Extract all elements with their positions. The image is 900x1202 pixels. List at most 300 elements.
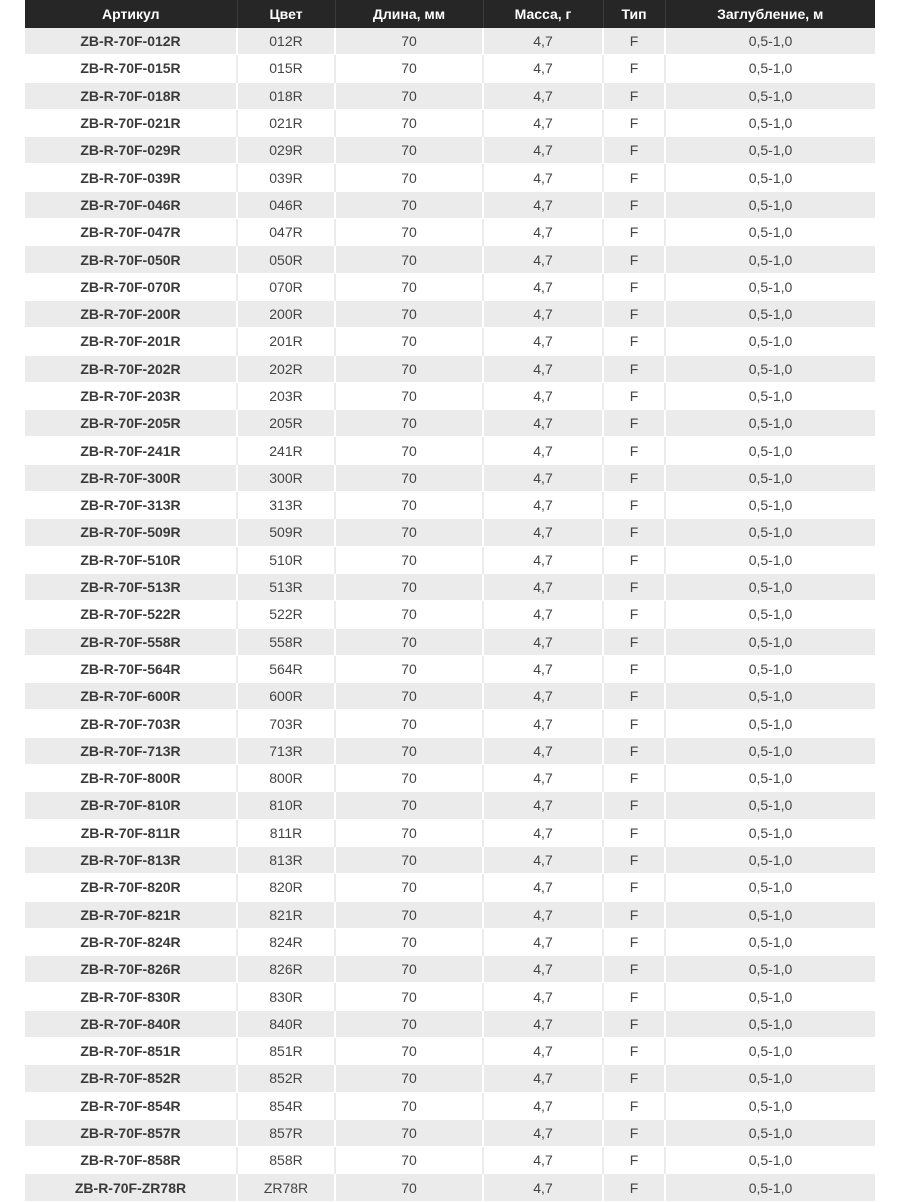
cell-depth: 0,5-1,0 xyxy=(665,328,875,355)
cell-color: 509R xyxy=(237,519,335,546)
table-row xyxy=(25,983,875,1010)
cell-weight: 4,7 xyxy=(483,846,603,873)
table-row xyxy=(25,109,875,136)
cell-weight: 4,7 xyxy=(483,928,603,955)
table-row xyxy=(25,382,875,409)
cell-depth: 0,5-1,0 xyxy=(665,928,875,955)
table-row xyxy=(25,300,875,327)
cell-length: 70 xyxy=(335,628,483,655)
cell-length: 70 xyxy=(335,846,483,873)
cell-weight: 4,7 xyxy=(483,82,603,109)
cell-type: F xyxy=(603,1037,665,1064)
cell-length: 70 xyxy=(335,464,483,491)
cell-type: F xyxy=(603,1174,665,1201)
cell-length: 70 xyxy=(335,874,483,901)
cell-depth: 0,5-1,0 xyxy=(665,1147,875,1174)
cell-type: F xyxy=(603,1092,665,1119)
cell-depth: 0,5-1,0 xyxy=(665,601,875,628)
cell-color: 015R xyxy=(237,55,335,82)
cell-length: 70 xyxy=(335,219,483,246)
cell-type: F xyxy=(603,765,665,792)
cell-sku: ZB-R-70F-200R xyxy=(25,300,237,327)
cell-depth: 0,5-1,0 xyxy=(665,983,875,1010)
table-row xyxy=(25,137,875,164)
cell-color: 821R xyxy=(237,901,335,928)
cell-sku: ZB-R-70F-513R xyxy=(25,573,237,600)
cell-weight: 4,7 xyxy=(483,382,603,409)
cell-type: F xyxy=(603,683,665,710)
cell-sku: ZB-R-70F-205R xyxy=(25,410,237,437)
cell-color: 510R xyxy=(237,546,335,573)
cell-sku: ZB-R-70F-826R xyxy=(25,956,237,983)
cell-color: 203R xyxy=(237,382,335,409)
cell-color: ZR78R xyxy=(237,1174,335,1201)
cell-depth: 0,5-1,0 xyxy=(665,82,875,109)
cell-weight: 4,7 xyxy=(483,1065,603,1092)
cell-length: 70 xyxy=(335,710,483,737)
cell-weight: 4,7 xyxy=(483,191,603,218)
table-row xyxy=(25,628,875,655)
cell-type: F xyxy=(603,928,665,955)
table-row xyxy=(25,546,875,573)
cell-weight: 4,7 xyxy=(483,1119,603,1146)
cell-type: F xyxy=(603,983,665,1010)
cell-sku: ZB-R-70F-ZR78R xyxy=(25,1174,237,1201)
cell-weight: 4,7 xyxy=(483,164,603,191)
cell-depth: 0,5-1,0 xyxy=(665,1065,875,1092)
cell-depth: 0,5-1,0 xyxy=(665,1010,875,1037)
cell-length: 70 xyxy=(335,1010,483,1037)
cell-type: F xyxy=(603,219,665,246)
cell-length: 70 xyxy=(335,273,483,300)
cell-type: F xyxy=(603,273,665,300)
cell-depth: 0,5-1,0 xyxy=(665,737,875,764)
cell-length: 70 xyxy=(335,300,483,327)
product-spec-table xyxy=(25,0,875,1202)
table-row xyxy=(25,1147,875,1174)
cell-type: F xyxy=(603,846,665,873)
cell-type: F xyxy=(603,819,665,846)
cell-color: 600R xyxy=(237,683,335,710)
cell-sku: ZB-R-70F-201R xyxy=(25,328,237,355)
cell-depth: 0,5-1,0 xyxy=(665,1092,875,1119)
cell-depth: 0,5-1,0 xyxy=(665,300,875,327)
cell-sku: ZB-R-70F-050R xyxy=(25,246,237,273)
cell-weight: 4,7 xyxy=(483,437,603,464)
cell-type: F xyxy=(603,191,665,218)
table-row xyxy=(25,874,875,901)
cell-length: 70 xyxy=(335,683,483,710)
cell-color: 800R xyxy=(237,765,335,792)
cell-color: 564R xyxy=(237,655,335,682)
cell-depth: 0,5-1,0 xyxy=(665,1174,875,1201)
cell-sku: ZB-R-70F-821R xyxy=(25,901,237,928)
cell-sku: ZB-R-70F-018R xyxy=(25,82,237,109)
cell-type: F xyxy=(603,246,665,273)
table-row xyxy=(25,792,875,819)
header-depth: Заглубление, м xyxy=(665,0,875,28)
cell-color: 811R xyxy=(237,819,335,846)
cell-weight: 4,7 xyxy=(483,683,603,710)
table-row xyxy=(25,573,875,600)
cell-length: 70 xyxy=(335,382,483,409)
cell-length: 70 xyxy=(335,28,483,55)
cell-color: 205R xyxy=(237,410,335,437)
cell-length: 70 xyxy=(335,410,483,437)
cell-color: 029R xyxy=(237,137,335,164)
cell-length: 70 xyxy=(335,901,483,928)
cell-weight: 4,7 xyxy=(483,1147,603,1174)
table-body xyxy=(25,28,875,1201)
cell-color: 830R xyxy=(237,983,335,1010)
cell-color: 200R xyxy=(237,300,335,327)
header-length: Длина, мм xyxy=(335,0,483,28)
cell-weight: 4,7 xyxy=(483,1010,603,1037)
cell-length: 70 xyxy=(335,109,483,136)
table-row xyxy=(25,219,875,246)
cell-depth: 0,5-1,0 xyxy=(665,382,875,409)
cell-sku: ZB-R-70F-070R xyxy=(25,273,237,300)
cell-weight: 4,7 xyxy=(483,901,603,928)
cell-type: F xyxy=(603,328,665,355)
cell-sku: ZB-R-70F-015R xyxy=(25,55,237,82)
table-row xyxy=(25,464,875,491)
cell-type: F xyxy=(603,382,665,409)
cell-color: 840R xyxy=(237,1010,335,1037)
cell-weight: 4,7 xyxy=(483,219,603,246)
cell-type: F xyxy=(603,573,665,600)
cell-color: 820R xyxy=(237,874,335,901)
cell-color: 813R xyxy=(237,846,335,873)
cell-type: F xyxy=(603,1147,665,1174)
cell-color: 826R xyxy=(237,956,335,983)
table-row xyxy=(25,710,875,737)
cell-depth: 0,5-1,0 xyxy=(665,819,875,846)
cell-weight: 4,7 xyxy=(483,410,603,437)
cell-depth: 0,5-1,0 xyxy=(665,710,875,737)
cell-depth: 0,5-1,0 xyxy=(665,273,875,300)
cell-weight: 4,7 xyxy=(483,710,603,737)
cell-weight: 4,7 xyxy=(483,246,603,273)
cell-type: F xyxy=(603,164,665,191)
cell-length: 70 xyxy=(335,328,483,355)
cell-type: F xyxy=(603,874,665,901)
cell-sku: ZB-R-70F-300R xyxy=(25,464,237,491)
cell-depth: 0,5-1,0 xyxy=(665,792,875,819)
table-row xyxy=(25,846,875,873)
cell-depth: 0,5-1,0 xyxy=(665,492,875,519)
cell-length: 70 xyxy=(335,737,483,764)
cell-color: 824R xyxy=(237,928,335,955)
cell-length: 70 xyxy=(335,1065,483,1092)
table-row xyxy=(25,901,875,928)
table-row xyxy=(25,928,875,955)
cell-sku: ZB-R-70F-202R xyxy=(25,355,237,382)
cell-color: 713R xyxy=(237,737,335,764)
cell-length: 70 xyxy=(335,1037,483,1064)
table-row xyxy=(25,1092,875,1119)
table-row xyxy=(25,28,875,55)
cell-depth: 0,5-1,0 xyxy=(665,109,875,136)
cell-depth: 0,5-1,0 xyxy=(665,628,875,655)
cell-color: 012R xyxy=(237,28,335,55)
table-row xyxy=(25,1010,875,1037)
cell-sku: ZB-R-70F-012R xyxy=(25,28,237,55)
cell-weight: 4,7 xyxy=(483,765,603,792)
cell-weight: 4,7 xyxy=(483,1092,603,1119)
table-row xyxy=(25,819,875,846)
cell-length: 70 xyxy=(335,956,483,983)
cell-weight: 4,7 xyxy=(483,1174,603,1201)
cell-sku: ZB-R-70F-811R xyxy=(25,819,237,846)
cell-depth: 0,5-1,0 xyxy=(665,956,875,983)
cell-weight: 4,7 xyxy=(483,628,603,655)
cell-depth: 0,5-1,0 xyxy=(665,1037,875,1064)
table-header xyxy=(25,0,875,28)
cell-weight: 4,7 xyxy=(483,655,603,682)
cell-length: 70 xyxy=(335,1119,483,1146)
table-row xyxy=(25,246,875,273)
table-row xyxy=(25,437,875,464)
cell-weight: 4,7 xyxy=(483,819,603,846)
table-row xyxy=(25,956,875,983)
cell-length: 70 xyxy=(335,819,483,846)
cell-depth: 0,5-1,0 xyxy=(665,546,875,573)
cell-length: 70 xyxy=(335,1092,483,1119)
table-row xyxy=(25,737,875,764)
cell-sku: ZB-R-70F-820R xyxy=(25,874,237,901)
table-row xyxy=(25,191,875,218)
cell-sku: ZB-R-70F-852R xyxy=(25,1065,237,1092)
cell-color: 558R xyxy=(237,628,335,655)
table-row xyxy=(25,355,875,382)
cell-sku: ZB-R-70F-703R xyxy=(25,710,237,737)
cell-type: F xyxy=(603,956,665,983)
table-row xyxy=(25,164,875,191)
cell-sku: ZB-R-70F-313R xyxy=(25,492,237,519)
cell-weight: 4,7 xyxy=(483,956,603,983)
cell-weight: 4,7 xyxy=(483,109,603,136)
cell-length: 70 xyxy=(335,492,483,519)
cell-sku: ZB-R-70F-203R xyxy=(25,382,237,409)
cell-color: 241R xyxy=(237,437,335,464)
table-row xyxy=(25,765,875,792)
cell-length: 70 xyxy=(335,601,483,628)
cell-weight: 4,7 xyxy=(483,355,603,382)
cell-sku: ZB-R-70F-854R xyxy=(25,1092,237,1119)
cell-sku: ZB-R-70F-810R xyxy=(25,792,237,819)
cell-color: 851R xyxy=(237,1037,335,1064)
cell-sku: ZB-R-70F-713R xyxy=(25,737,237,764)
cell-color: 201R xyxy=(237,328,335,355)
cell-weight: 4,7 xyxy=(483,328,603,355)
cell-length: 70 xyxy=(335,928,483,955)
cell-color: 810R xyxy=(237,792,335,819)
cell-weight: 4,7 xyxy=(483,492,603,519)
cell-type: F xyxy=(603,137,665,164)
cell-color: 070R xyxy=(237,273,335,300)
cell-length: 70 xyxy=(335,1174,483,1201)
table-row xyxy=(25,655,875,682)
cell-depth: 0,5-1,0 xyxy=(665,28,875,55)
table-row xyxy=(25,410,875,437)
cell-depth: 0,5-1,0 xyxy=(665,464,875,491)
cell-weight: 4,7 xyxy=(483,1037,603,1064)
cell-depth: 0,5-1,0 xyxy=(665,246,875,273)
cell-sku: ZB-R-70F-510R xyxy=(25,546,237,573)
cell-type: F xyxy=(603,655,665,682)
cell-length: 70 xyxy=(335,519,483,546)
cell-weight: 4,7 xyxy=(483,737,603,764)
cell-type: F xyxy=(603,546,665,573)
table-row xyxy=(25,82,875,109)
cell-color: 039R xyxy=(237,164,335,191)
cell-length: 70 xyxy=(335,792,483,819)
cell-weight: 4,7 xyxy=(483,573,603,600)
cell-type: F xyxy=(603,901,665,928)
table-row xyxy=(25,328,875,355)
cell-type: F xyxy=(603,28,665,55)
cell-weight: 4,7 xyxy=(483,983,603,1010)
cell-weight: 4,7 xyxy=(483,300,603,327)
cell-depth: 0,5-1,0 xyxy=(665,437,875,464)
cell-sku: ZB-R-70F-558R xyxy=(25,628,237,655)
cell-length: 70 xyxy=(335,655,483,682)
cell-sku: ZB-R-70F-851R xyxy=(25,1037,237,1064)
cell-depth: 0,5-1,0 xyxy=(665,655,875,682)
cell-depth: 0,5-1,0 xyxy=(665,55,875,82)
cell-type: F xyxy=(603,628,665,655)
table-row xyxy=(25,1037,875,1064)
cell-depth: 0,5-1,0 xyxy=(665,519,875,546)
product-spec-table-container xyxy=(25,0,875,1202)
cell-sku: ZB-R-70F-600R xyxy=(25,683,237,710)
cell-sku: ZB-R-70F-564R xyxy=(25,655,237,682)
cell-length: 70 xyxy=(335,546,483,573)
cell-sku: ZB-R-70F-858R xyxy=(25,1147,237,1174)
table-row xyxy=(25,1119,875,1146)
header-row xyxy=(25,0,875,28)
cell-color: 522R xyxy=(237,601,335,628)
cell-depth: 0,5-1,0 xyxy=(665,164,875,191)
cell-color: 858R xyxy=(237,1147,335,1174)
cell-color: 854R xyxy=(237,1092,335,1119)
cell-length: 70 xyxy=(335,191,483,218)
cell-type: F xyxy=(603,464,665,491)
cell-length: 70 xyxy=(335,983,483,1010)
cell-type: F xyxy=(603,410,665,437)
header-weight: Масса, г xyxy=(483,0,603,28)
cell-length: 70 xyxy=(335,355,483,382)
cell-type: F xyxy=(603,710,665,737)
cell-depth: 0,5-1,0 xyxy=(665,1119,875,1146)
table-row xyxy=(25,519,875,546)
cell-type: F xyxy=(603,1119,665,1146)
cell-type: F xyxy=(603,737,665,764)
cell-depth: 0,5-1,0 xyxy=(665,901,875,928)
cell-color: 021R xyxy=(237,109,335,136)
cell-length: 70 xyxy=(335,137,483,164)
cell-length: 70 xyxy=(335,164,483,191)
cell-type: F xyxy=(603,492,665,519)
cell-sku: ZB-R-70F-830R xyxy=(25,983,237,1010)
cell-color: 050R xyxy=(237,246,335,273)
cell-weight: 4,7 xyxy=(483,792,603,819)
cell-sku: ZB-R-70F-840R xyxy=(25,1010,237,1037)
header-sku: Артикул xyxy=(25,0,237,28)
cell-color: 018R xyxy=(237,82,335,109)
cell-sku: ZB-R-70F-800R xyxy=(25,765,237,792)
cell-sku: ZB-R-70F-824R xyxy=(25,928,237,955)
header-type: Тип xyxy=(603,0,665,28)
cell-type: F xyxy=(603,82,665,109)
cell-color: 852R xyxy=(237,1065,335,1092)
cell-sku: ZB-R-70F-029R xyxy=(25,137,237,164)
cell-depth: 0,5-1,0 xyxy=(665,137,875,164)
cell-weight: 4,7 xyxy=(483,601,603,628)
cell-type: F xyxy=(603,792,665,819)
cell-sku: ZB-R-70F-509R xyxy=(25,519,237,546)
cell-sku: ZB-R-70F-857R xyxy=(25,1119,237,1146)
cell-type: F xyxy=(603,55,665,82)
header-color: Цвет xyxy=(237,0,335,28)
table-row xyxy=(25,601,875,628)
cell-length: 70 xyxy=(335,573,483,600)
cell-type: F xyxy=(603,601,665,628)
cell-weight: 4,7 xyxy=(483,55,603,82)
cell-type: F xyxy=(603,1010,665,1037)
cell-sku: ZB-R-70F-039R xyxy=(25,164,237,191)
cell-type: F xyxy=(603,109,665,136)
cell-type: F xyxy=(603,300,665,327)
cell-color: 047R xyxy=(237,219,335,246)
cell-length: 70 xyxy=(335,437,483,464)
cell-sku: ZB-R-70F-046R xyxy=(25,191,237,218)
cell-length: 70 xyxy=(335,1147,483,1174)
table-row xyxy=(25,55,875,82)
cell-sku: ZB-R-70F-241R xyxy=(25,437,237,464)
cell-depth: 0,5-1,0 xyxy=(665,219,875,246)
cell-depth: 0,5-1,0 xyxy=(665,410,875,437)
table-row xyxy=(25,1174,875,1201)
cell-depth: 0,5-1,0 xyxy=(665,355,875,382)
table-row xyxy=(25,683,875,710)
table-row xyxy=(25,1065,875,1092)
cell-color: 300R xyxy=(237,464,335,491)
cell-type: F xyxy=(603,1065,665,1092)
cell-color: 513R xyxy=(237,573,335,600)
cell-type: F xyxy=(603,437,665,464)
cell-sku: ZB-R-70F-813R xyxy=(25,846,237,873)
cell-type: F xyxy=(603,355,665,382)
cell-depth: 0,5-1,0 xyxy=(665,874,875,901)
cell-weight: 4,7 xyxy=(483,273,603,300)
cell-weight: 4,7 xyxy=(483,464,603,491)
cell-color: 046R xyxy=(237,191,335,218)
cell-length: 70 xyxy=(335,55,483,82)
cell-weight: 4,7 xyxy=(483,546,603,573)
cell-depth: 0,5-1,0 xyxy=(665,846,875,873)
cell-length: 70 xyxy=(335,246,483,273)
cell-color: 703R xyxy=(237,710,335,737)
cell-weight: 4,7 xyxy=(483,28,603,55)
cell-sku: ZB-R-70F-021R xyxy=(25,109,237,136)
cell-weight: 4,7 xyxy=(483,137,603,164)
cell-color: 857R xyxy=(237,1119,335,1146)
table-row xyxy=(25,273,875,300)
cell-sku: ZB-R-70F-047R xyxy=(25,219,237,246)
cell-weight: 4,7 xyxy=(483,519,603,546)
